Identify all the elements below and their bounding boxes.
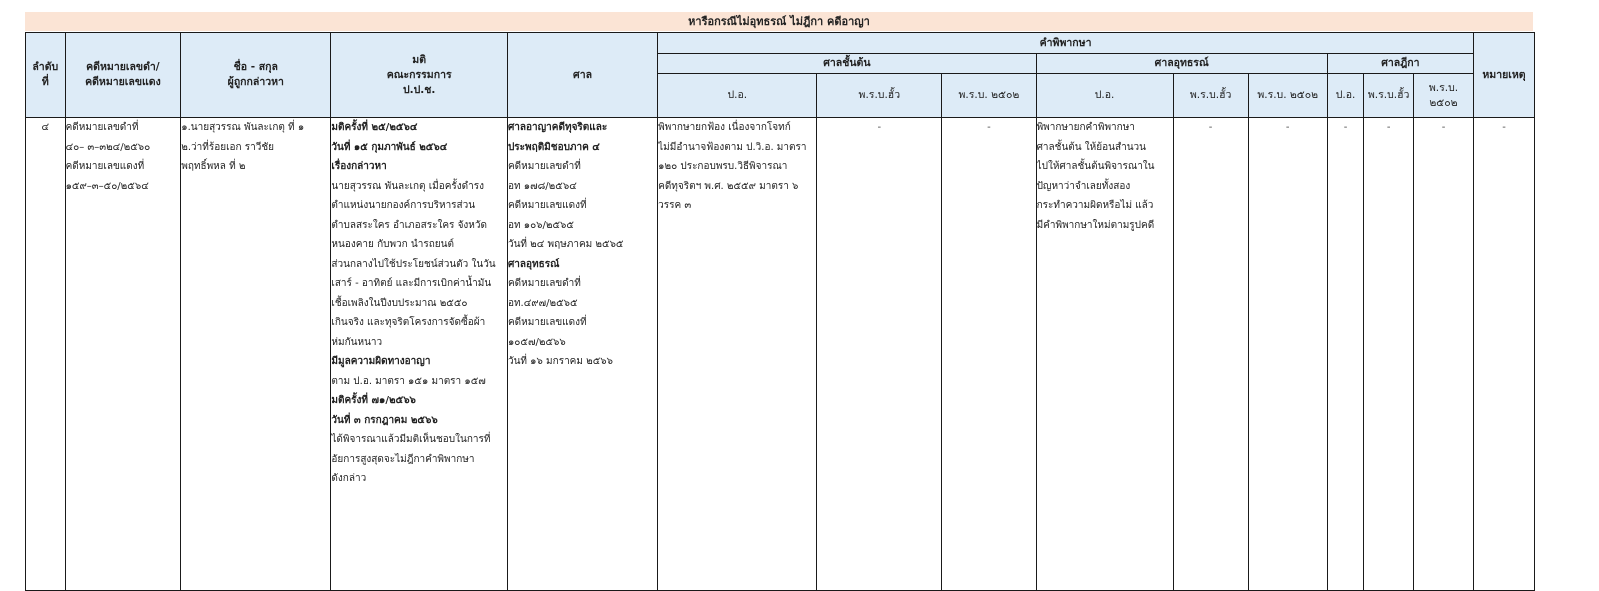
cell-accused-name: ๑.นายสุวรรณ พันละเกตุ ที่ ๑ ๒.ว่าที่ร้อยเอก ราวีชัย พฤทธิ์พหล ที่ ๒ [181, 118, 331, 591]
cell-first-pa: พิพากษายกฟ้อง เนื่องจากโจทก์ ไม่มีอำนาจฟ้องตาม ป.วิ.อ. มาตรา ๑๒๐ ประกอบพรบ.วิธีพิจารณา คดีทุจริตฯ พ.ศ. ๒๕๕๙ มาตรา ๖ วรรค ๓ [658, 118, 817, 591]
text-line: เชื้อเพลิงในปีงบประมาณ ๒๕๕๐ [331, 297, 468, 309]
header-first-prb-2502: พ.ร.บ. ๒๕๐๒ [942, 74, 1036, 118]
text-line: อัยการสูงสุดจะไม่ฎีกาคำพิพากษา [331, 453, 475, 465]
table-row [26, 118, 1535, 591]
cell-resolution [331, 118, 508, 591]
text-line: เรื่องกล่าวหา [331, 161, 387, 172]
text-line: วันที่ ๑๕ กุมภาพันธ์ ๒๕๖๔ [331, 141, 448, 153]
header-court-first-instance: ศาลชั้นต้น [658, 54, 1036, 74]
text-line: อท ๑๗๘/๒๕๖๔ [507, 180, 577, 192]
text-line: มีมูลความผิดทางอาญา [331, 356, 431, 367]
text-line: หนองคาย กับพวก นำรถยนต์ [331, 239, 454, 250]
text-line: เกินจริง และทุจริตโครงการจัดซื้อผ้า [331, 317, 486, 328]
text-line: คดีหมายเลขดำที่ [507, 161, 581, 172]
cell-supreme-prb-2502: - [1414, 118, 1474, 591]
cell-no: ๔ [26, 118, 66, 591]
judgment-table [25, 32, 1535, 591]
header-supreme-pa: ป.อ. [1327, 74, 1364, 118]
cell-appeal-prb-2502: - [1248, 118, 1327, 591]
header-resolution: มติ คณะกรรมการ ป.ป.ช. [331, 33, 508, 118]
cell-case-no: คดีหมายเลขดำที่ ๔๐– ๓–๓๒๔/๒๕๖๐ คดีหมายเลขแดงที่ ๑๕๙–๓–๕๐/๒๕๖๔ [65, 118, 181, 591]
text-line: ตำบลสระใคร อำเภอสระใคร จังหวัด [331, 219, 488, 231]
cell-remarks: - [1473, 118, 1534, 591]
table-banner-title: หารือกรณีไม่อุทธรณ์ ไม่ฎีกา คดีอาญา [25, 12, 1533, 31]
header-court-supreme: ศาลฎีกา [1327, 54, 1473, 74]
header-court: ศาล [507, 33, 657, 118]
text-line: ศาลอุทธรณ์ [507, 258, 560, 270]
header-supreme-prb-hua: พ.ร.บ.ฮั้ว [1364, 74, 1414, 118]
cell-first-prb-2502: - [942, 118, 1036, 591]
cell-appeal-pa: พิพากษายกคำพิพากษา ศาลชั้นต้น ให้ย้อนสำนวน ไปให้ศาลชั้นต้นพิจารณาใน ปัญหาว่าจำเลยทั้งสอง กระทำความผิดหรือไม่ แล้ว มีคำพิพากษาใหม่ตามรูปคดี [1036, 118, 1173, 591]
cell-supreme-prb-hua: - [1364, 118, 1414, 591]
header-first-prb-hua: พ.ร.บ.ฮั้ว [817, 74, 942, 118]
text-line: ประพฤติมิชอบภาค ๔ [507, 141, 600, 153]
cell-first-prb-hua: - [817, 118, 942, 591]
text-line: คดีหมายเลขแดงที่ [507, 317, 587, 328]
text-line: มติครั้งที่ ๗๑/๒๕๖๖ [331, 395, 416, 406]
text-line: คดีหมายเลขแดงที่ [507, 200, 587, 211]
text-line: ศาลอาญาคดีทุจริตและ [507, 122, 608, 133]
text-line: ดังกล่าว [331, 473, 367, 484]
header-case-no: คดีหมายเลขดำ/ คดีหมายเลขแดง [65, 33, 181, 118]
text-line: อท ๑๐๖/๒๕๖๕ [507, 219, 574, 231]
header-accused-name: ชื่อ - สกุล ผู้ถูกกล่าวหา [181, 33, 331, 118]
text-line: วันที่ ๑๖ มกราคม ๒๕๖๖ [507, 356, 613, 367]
text-line: อท.๔๙๗/๒๕๖๕ [507, 297, 578, 309]
text-line: ๑๐๕๗/๒๕๖๖ [507, 336, 566, 348]
text-line: เสาร์ - อาทิตย์ และมีการเบิกค่าน้ำมัน [331, 278, 492, 289]
header-remarks: หมายเหตุ [1473, 33, 1534, 118]
text-line: คดีหมายเลขดำที่ [507, 278, 581, 289]
header-first-pa: ป.อ. [658, 74, 817, 118]
text-line: วันที่ ๒๔ พฤษภาคม ๒๕๖๕ [507, 239, 624, 250]
header-supreme-prb-2502: พ.ร.บ. ๒๕๐๒ [1414, 74, 1474, 118]
text-line: ตาม ป.อ. มาตรา ๑๕๑ มาตรา ๑๕๗ [331, 375, 486, 387]
text-line: ส่วนกลางไปใช้ประโยชน์ส่วนตัว ในวัน [331, 258, 496, 270]
text-line: ห่มกันหนาว [331, 336, 383, 348]
text-line: ได้พิจารณาแล้วมีมติเห็นชอบในการที่ [331, 434, 491, 445]
cell-court [507, 118, 657, 591]
header-judgment: คำพิพากษา [658, 33, 1474, 54]
header-court-appeal: ศาลอุทธรณ์ [1036, 54, 1327, 74]
cell-appeal-prb-hua: - [1173, 118, 1248, 591]
text-line: มติครั้งที่ ๒๕/๒๕๖๔ [331, 122, 418, 133]
header-appeal-prb-hua: พ.ร.บ.ฮั้ว [1173, 74, 1248, 118]
header-appeal-pa: ป.อ. [1036, 74, 1173, 118]
text-line: ตำแหน่งนายกองค์การบริหารส่วน [331, 200, 476, 211]
cell-supreme-pa: - [1327, 118, 1364, 591]
text-line: นายสุวรรณ พันละเกตุ เมื่อครั้งดำรง [331, 180, 485, 192]
header-appeal-prb-2502: พ.ร.บ. ๒๕๐๒ [1248, 74, 1327, 118]
text-line: วันที่ ๓ กรกฎาคม ๒๕๖๖ [331, 414, 438, 426]
header-no: ลำดับ ที่ [26, 33, 66, 118]
